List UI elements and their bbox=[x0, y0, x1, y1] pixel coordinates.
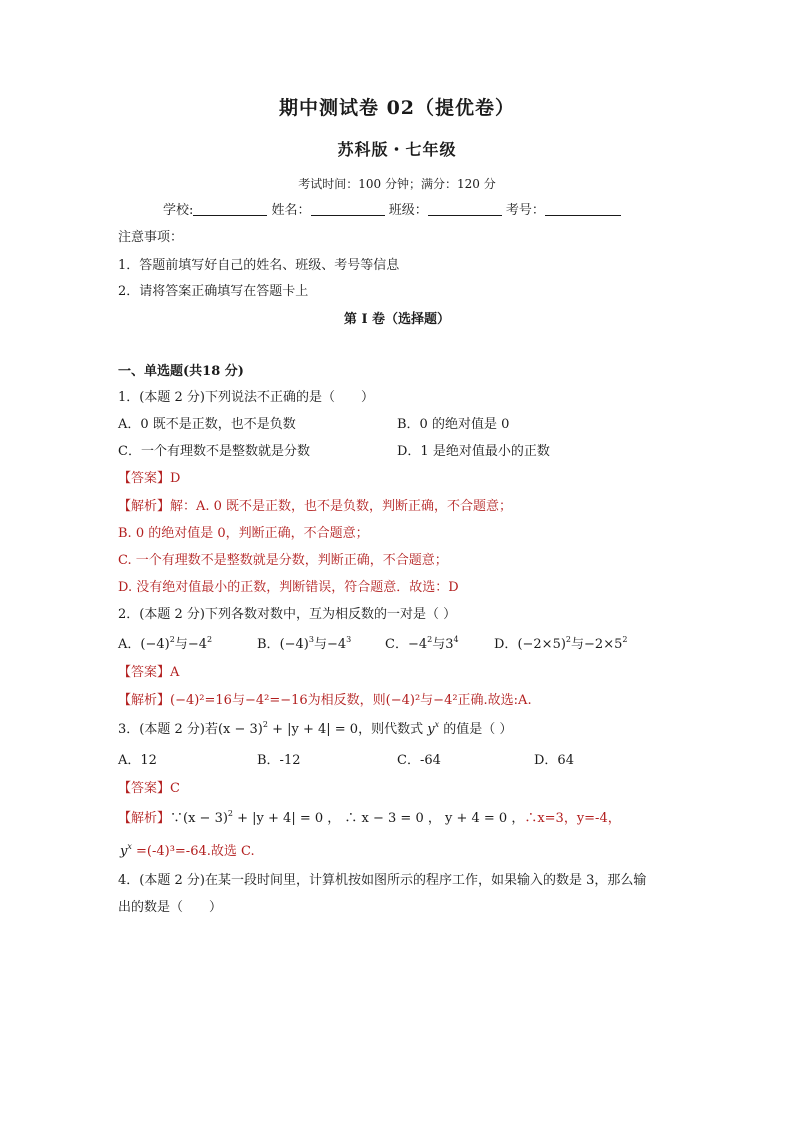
section-title: 一、单选题(共18 分) bbox=[118, 364, 244, 379]
notice-heading: 注意事项： bbox=[118, 230, 184, 245]
q3-option-a: A．12 bbox=[118, 753, 157, 768]
q1-analysis-3: C. 一个有理数不是整数就是分数，判断正确，不合题意； bbox=[118, 553, 448, 568]
q2-option-a bbox=[118, 636, 212, 654]
q2-option-b bbox=[257, 636, 351, 654]
class-label: 班级： bbox=[388, 203, 428, 218]
q2-option-b-right: −4 bbox=[326, 637, 347, 652]
q3-option-d: D．64 bbox=[534, 753, 574, 768]
q1-analysis-2: B. 0 的绝对值是 0，判断正确，不合题意； bbox=[118, 526, 369, 541]
name-blank[interactable] bbox=[311, 203, 385, 216]
q3-analysis-line-2-y: y bbox=[120, 844, 128, 859]
q2-option-a-left-exp: 2 bbox=[169, 635, 175, 644]
q3-stem-end: 的值是（ ） bbox=[439, 722, 513, 737]
q2-option-a-right-exp: 2 bbox=[206, 635, 213, 644]
name-label: 姓名： bbox=[271, 203, 311, 218]
q2-option-d-left: (−2×5) bbox=[517, 637, 566, 652]
q2-option-b-and: 与 bbox=[313, 637, 327, 652]
q1-answer: 【答案】D bbox=[118, 471, 181, 486]
q1-option-b: B．0 的绝对值是 0 bbox=[397, 417, 510, 432]
q2-option-c-left: −4 bbox=[407, 637, 428, 652]
q3-stem-y-exp: x bbox=[434, 720, 440, 729]
q2-option-c-and: 与 bbox=[432, 637, 446, 652]
q2-option-c-left-exp: 2 bbox=[427, 635, 433, 644]
q1-stem: 1．(本题 2 分)下列说法不正确的是（ ） bbox=[118, 390, 374, 405]
q2-option-c-label: C． bbox=[385, 637, 408, 652]
q2-option-a-label: A． bbox=[118, 637, 141, 652]
q2-option-b-right-exp: 3 bbox=[346, 635, 352, 644]
q2-option-d-right: −2×5 bbox=[584, 637, 623, 652]
q3-analysis-math-1: ∵(x − 3) bbox=[170, 811, 228, 826]
q1-analysis-1: 【解析】解：A. 0 既不是正数，也不是负数，判断正确，不合题意； bbox=[118, 499, 513, 514]
q3-analysis-label: 【解析】 bbox=[118, 811, 171, 826]
q3-stem-suffix: ，则代数式 bbox=[358, 722, 428, 737]
q3-stem-y: y bbox=[427, 722, 435, 737]
q3-analysis-line-2-rest: =(-4)³=-64.故选 C. bbox=[131, 844, 255, 859]
exam-info: 考试时间：100 分钟；满分：120 分 bbox=[298, 177, 496, 191]
q1-option-d: D．1 是绝对值最小的正数 bbox=[397, 444, 550, 459]
q3-option-b: B．-12 bbox=[257, 753, 301, 768]
q2-option-c-right-exp: 4 bbox=[453, 635, 459, 644]
q2-option-c bbox=[385, 636, 459, 654]
q1-option-a: A．0 既不是正数，也不是负数 bbox=[118, 417, 296, 432]
q3-analysis-exp-1: 2 bbox=[227, 809, 234, 818]
q2-option-d-right-exp: 2 bbox=[622, 635, 628, 644]
q2-option-b-left-exp: 3 bbox=[308, 635, 314, 644]
q2-option-a-right: −4 bbox=[187, 637, 207, 652]
q3-analysis-tail: ∴x=3，y=-4， bbox=[524, 811, 621, 826]
q2-option-c-right: 3 bbox=[445, 637, 454, 652]
q3-answer: 【答案】C bbox=[118, 781, 180, 796]
q3-analysis-line-2 bbox=[120, 843, 255, 861]
page-subtitle: 苏科版・七年级 bbox=[337, 140, 457, 159]
page-title: 期中测试卷 02（提优卷） bbox=[278, 97, 516, 119]
q1-option-c: C．一个有理数不是整数就是分数 bbox=[118, 444, 310, 459]
q3-stem-abs: + |y + 4| = 0 bbox=[267, 722, 359, 737]
number-label: 考号： bbox=[505, 203, 545, 218]
q3-stem bbox=[118, 721, 512, 739]
q2-option-b-label: B． bbox=[257, 637, 280, 652]
part-title: 第 I 卷（选择题） bbox=[343, 312, 451, 327]
school-label: 学校: bbox=[163, 203, 194, 218]
class-blank[interactable] bbox=[428, 203, 502, 216]
q3-stem-prefix: 3．(本题 2 分)若 bbox=[118, 722, 218, 737]
q3-stem-exp: 2 bbox=[262, 720, 268, 729]
number-blank[interactable] bbox=[545, 203, 621, 216]
q3-stem-math: (x − 3) bbox=[217, 722, 263, 737]
q2-option-a-and: 与 bbox=[174, 637, 188, 652]
q1-analysis-4: D. 没有绝对值最小的正数，判断错误，符合题意．故选：D bbox=[118, 580, 459, 595]
q2-option-b-left: (−4) bbox=[279, 637, 309, 652]
notice-item-2: 2．请将答案正确填写在答题卡上 bbox=[118, 284, 309, 299]
q2-stem: 2．(本题 2 分)下列各数对数中，互为相反数的一对是（ ） bbox=[118, 607, 457, 622]
q4-stem-line-2: 出的数是（ ） bbox=[118, 900, 223, 915]
notice-item-1: 1．答题前填写好自己的姓名、班级、考号等信息 bbox=[118, 258, 400, 273]
q2-analysis: 【解析】(−4)²=16与−4²=−16为相反数，则(−4)²与−4²正确.故选:A. bbox=[118, 693, 532, 708]
q2-option-a-left: (−4) bbox=[140, 637, 170, 652]
q2-option-d bbox=[494, 636, 627, 654]
student-info-fields bbox=[163, 202, 621, 220]
q3-analysis bbox=[118, 810, 621, 828]
q3-option-c: C．-64 bbox=[397, 753, 441, 768]
q2-option-d-and: 与 bbox=[571, 637, 585, 652]
q3-analysis-line-2-exp: x bbox=[127, 842, 132, 851]
q4-stem-line-1: 4．(本题 2 分)在某一段时间里，计算机按如图所示的程序工作，如果输入的数是 3，那么输 bbox=[118, 873, 647, 888]
q2-answer: 【答案】A bbox=[118, 665, 180, 680]
school-blank[interactable] bbox=[193, 203, 267, 216]
q3-analysis-math-2: + |y + 4| = 0 ， ∴ x − 3 = 0 ， y + 4 = 0 ， bbox=[233, 811, 525, 826]
q2-option-d-label: D． bbox=[494, 637, 518, 652]
q2-option-d-left-exp: 2 bbox=[565, 635, 572, 644]
